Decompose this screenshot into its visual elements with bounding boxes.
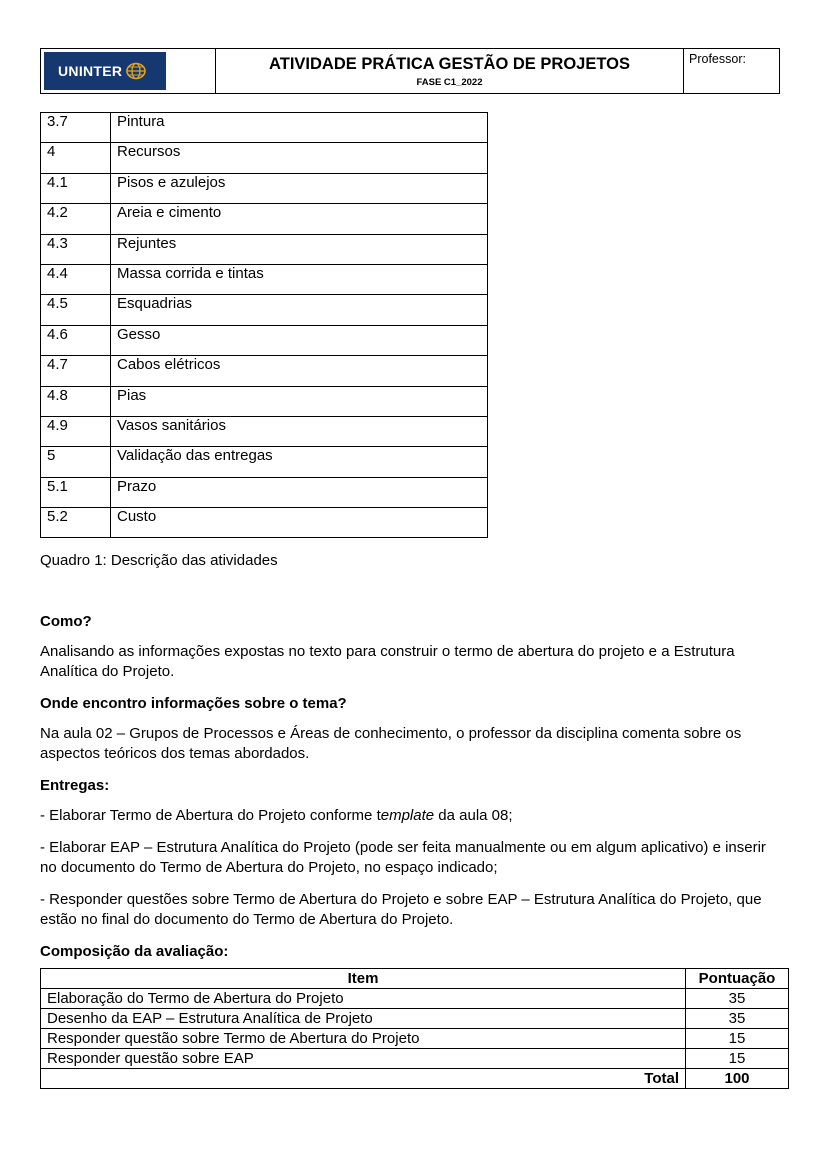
table-caption: Quadro 1: Descrição das atividades — [40, 552, 278, 569]
activity-description: Validação das entregas — [111, 447, 488, 477]
activity-code: 5.1 — [41, 477, 111, 507]
activity-code: 5.2 — [41, 508, 111, 538]
score-header-row — [41, 969, 789, 989]
activity-row — [41, 204, 488, 234]
score-table — [40, 968, 789, 1089]
score-points: 35 — [686, 1009, 789, 1029]
score-item: Responder questão sobre Termo de Abertura do Projeto — [41, 1029, 686, 1049]
document-subtitle: FASE C1_2022 — [416, 77, 483, 88]
activity-row — [41, 143, 488, 173]
professor-cell: Professor: — [689, 52, 746, 66]
header-points: Pontuação — [686, 969, 789, 989]
activity-code: 4.8 — [41, 386, 111, 416]
onde-heading: Onde encontro informações sobre o tema? — [40, 695, 347, 712]
document-title: ATIVIDADE PRÁTICA GESTÃO DE PROJETOS — [269, 55, 630, 73]
entregas-heading: Entregas: — [40, 777, 110, 794]
activity-code: 4.2 — [41, 204, 111, 234]
activity-code: 3.7 — [41, 113, 111, 143]
entrega-1-pre: - Elaborar Termo de Abertura do Projeto conforme t — [40, 807, 381, 824]
entrega-item-1 — [40, 806, 785, 826]
logo-text: UNINTER — [58, 63, 123, 79]
header-item: Item — [41, 969, 686, 989]
activity-description: Pias — [111, 386, 488, 416]
activity-description: Pintura — [111, 113, 488, 143]
activity-code: 4.1 — [41, 173, 111, 203]
activity-code: 4.4 — [41, 264, 111, 294]
entrega-item-3: - Responder questões sobre Termo de Abertura do Projeto e sobre EAP – Estrutura Analítica do Projeto, que estão no final do documento do Termo de Abertura do Projeto. — [40, 891, 762, 928]
activity-description: Custo — [111, 508, 488, 538]
activity-description: Prazo — [111, 477, 488, 507]
activity-description: Pisos e azulejos — [111, 173, 488, 203]
score-row — [41, 1049, 789, 1069]
activity-description: Vasos sanitários — [111, 416, 488, 446]
score-points: 15 — [686, 1029, 789, 1049]
como-text: Analisando as informações expostas no texto para construir o termo de abertura do projeto e a Estrutura Analítica do Projeto. — [40, 643, 735, 680]
activity-code: 4 — [41, 143, 111, 173]
activity-description: Areia e cimento — [111, 204, 488, 234]
total-label: Total — [41, 1069, 686, 1089]
activity-row — [41, 113, 488, 143]
uninter-logo — [44, 52, 166, 90]
activity-row — [41, 416, 488, 446]
activity-code: 5 — [41, 447, 111, 477]
activity-code: 4.9 — [41, 416, 111, 446]
activity-row — [41, 386, 488, 416]
activity-code: 4.5 — [41, 295, 111, 325]
activity-description: Recursos — [111, 143, 488, 173]
entrega-1-italic: emplate — [380, 807, 435, 824]
onde-text: Na aula 02 – Grupos de Processos e Áreas de conhecimento, o professor da disciplina comenta sobre os aspectos teóricos dos temas abordados. — [40, 725, 742, 762]
score-item: Responder questão sobre EAP — [41, 1049, 686, 1069]
activity-row — [41, 508, 488, 538]
score-points: 35 — [686, 989, 789, 1009]
logo-cell — [41, 49, 216, 93]
activity-code: 4.6 — [41, 325, 111, 355]
entrega-1-post: da aula 08; — [434, 807, 513, 824]
entrega-item-2: - Elaborar EAP – Estrutura Analítica do Projeto (pode ser feita manualmente ou em algum aplicativo) e inserir no documento do Termo de Abertura do Projeto, no espaço indicado; — [40, 839, 766, 876]
activity-row — [41, 295, 488, 325]
globe-icon — [125, 62, 147, 80]
activity-description: Cabos elétricos — [111, 356, 488, 386]
score-row — [41, 1029, 789, 1049]
score-row — [41, 989, 789, 1009]
activity-code: 4.3 — [41, 234, 111, 264]
activity-description: Gesso — [111, 325, 488, 355]
activity-description: Rejuntes — [111, 234, 488, 264]
activity-row — [41, 325, 488, 355]
score-item: Desenho da EAP – Estrutura Analítica de Projeto — [41, 1009, 686, 1029]
activity-description: Massa corrida e tintas — [111, 264, 488, 294]
activity-row — [41, 173, 488, 203]
document-header — [40, 48, 780, 94]
score-points: 15 — [686, 1049, 789, 1069]
como-heading: Como? — [40, 613, 92, 630]
instructions — [40, 612, 785, 972]
score-row — [41, 1009, 789, 1029]
total-value: 100 — [686, 1069, 789, 1089]
activities-table — [40, 112, 488, 538]
activity-row — [41, 234, 488, 264]
score-item: Elaboração do Termo de Abertura do Projeto — [41, 989, 686, 1009]
activity-description: Esquadrias — [111, 295, 488, 325]
activity-row — [41, 264, 488, 294]
score-total-row — [41, 1069, 789, 1089]
activity-row — [41, 356, 488, 386]
title-cell — [216, 49, 684, 93]
activity-row — [41, 477, 488, 507]
activity-code: 4.7 — [41, 356, 111, 386]
composicao-heading: Composição da avaliação: — [40, 943, 229, 960]
activity-row — [41, 447, 488, 477]
